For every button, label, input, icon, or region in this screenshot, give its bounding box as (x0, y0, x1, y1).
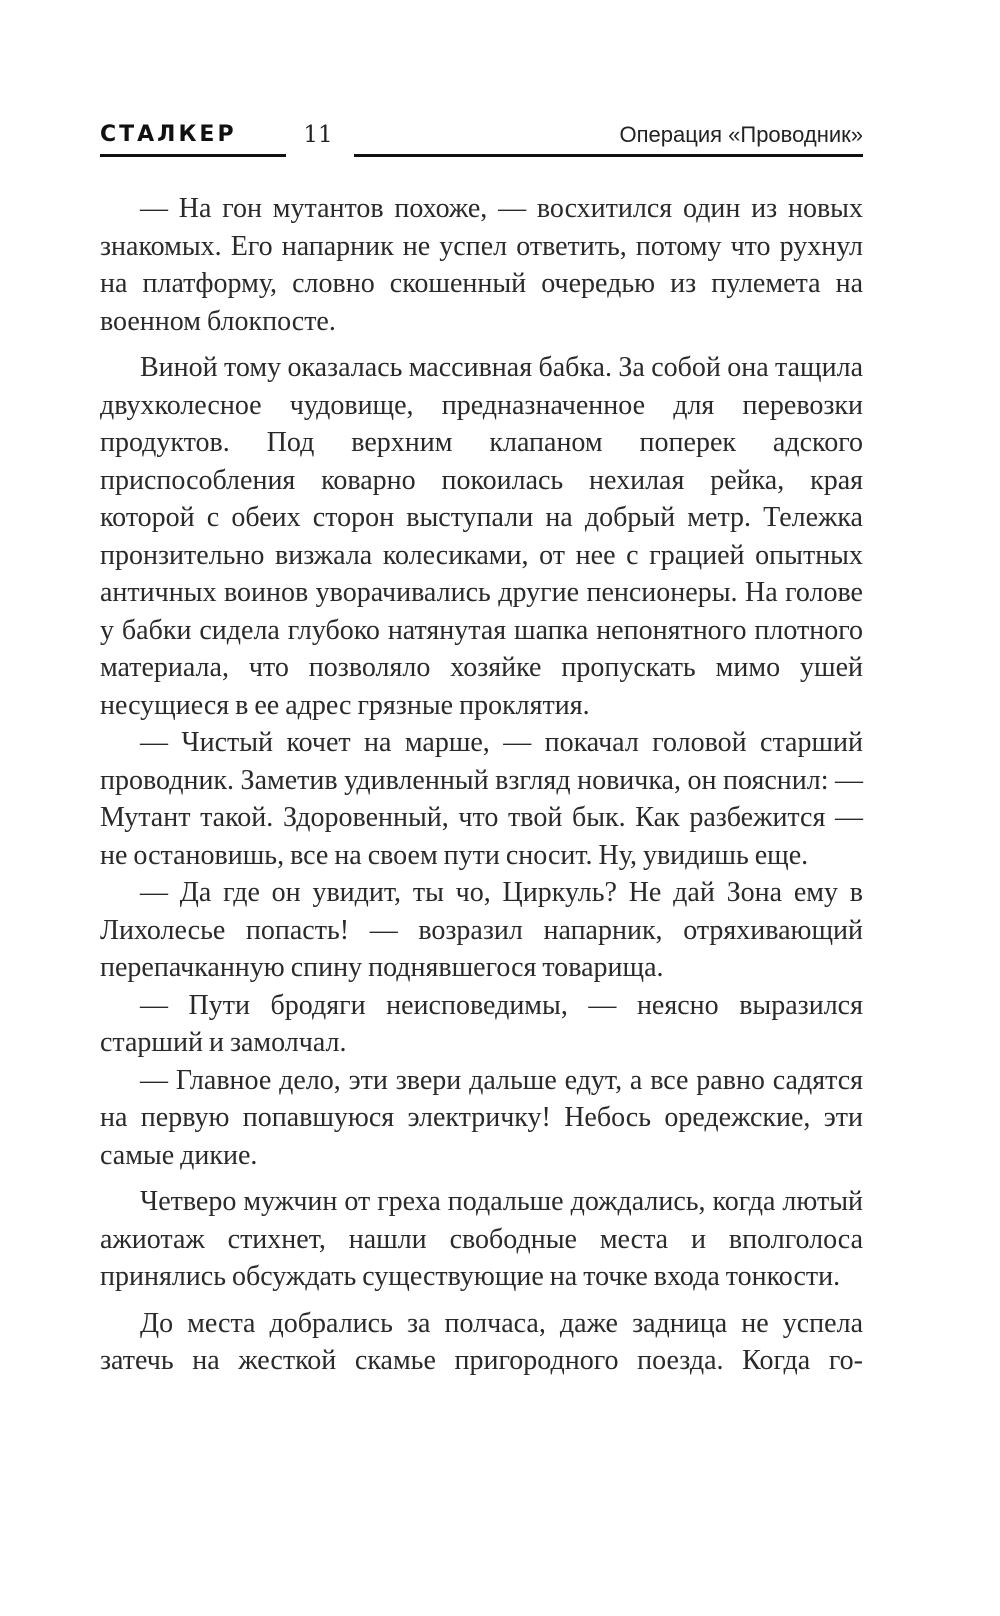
series-underline (100, 154, 286, 157)
running-header (100, 120, 863, 160)
paragraph: — Главное дело, эти звери дальше едут, а все равно садятся на первую попавшуюся электричку! Небось оредежские, эти самые дикие. (100, 1064, 863, 1171)
paragraph: Четверо мужчин от греха подальше дождались, когда лютый ажиотаж стихнет, нашли свободные места и вполголоса принялись обсуждать существующие на точке входа тонкости. (100, 1186, 863, 1292)
paragraph: Виной тому оказалась массивная бабка. За собой она тащила двухколесное чудовище, предназначенное для перевозки продуктов. Под верхним клапаном поперек адского приспособления коварно покоилась нехилая рейка, края которой с обеих сторон выступали на добрый метр. Тележка пронзительно визжала колесиками, от нее с грацией опытных античных воинов уворачивались другие пенсионеры. На голове у бабки сидела глубоко натянутая шапка непонятного плотного материала, что позволяло хозяйке пропускать мимо ушей несущиеся в ее адрес грязные проклятия. (100, 352, 863, 721)
title-underline (354, 154, 863, 157)
paragraph: — Да где он увидит, ты чо, Циркуль? Не дай Зона ему в Лихолесье попасть! — возразил напарник, отряхивающий перепачканную спину поднявшегося товарища. (100, 877, 863, 983)
book-title: Операция «Проводник» (619, 122, 863, 147)
paragraph: — Пути бродяги неисповедимы, — неясно выразился старший и замолчал. (100, 989, 863, 1058)
page-number: 11 (303, 122, 333, 148)
paragraph: — На гон мутантов похоже, — восхитился один из новых знакомых. Его напарник не успел ответить, потому что рухнул на платформу, словно скошенный очередью из пулемета на военном блокпосте. (100, 193, 863, 337)
paragraph: — Чистый кочет на марше, — покачал головой старший проводник. Заметив удивленный взгляд новичка, он пояснил: — Мутант такой. Здоровенный, что твой бык. Как разбежится — не остановишь, все на своем пути сносит. Ну, увидишь еще. (100, 727, 863, 871)
page-body (100, 190, 863, 1380)
series-label: СТАЛКЕР (100, 122, 237, 147)
paragraph: До места добрались за полчаса, даже задница не успела затечь на жесткой скамье пригородного поезда. Когда го- (100, 1307, 863, 1376)
